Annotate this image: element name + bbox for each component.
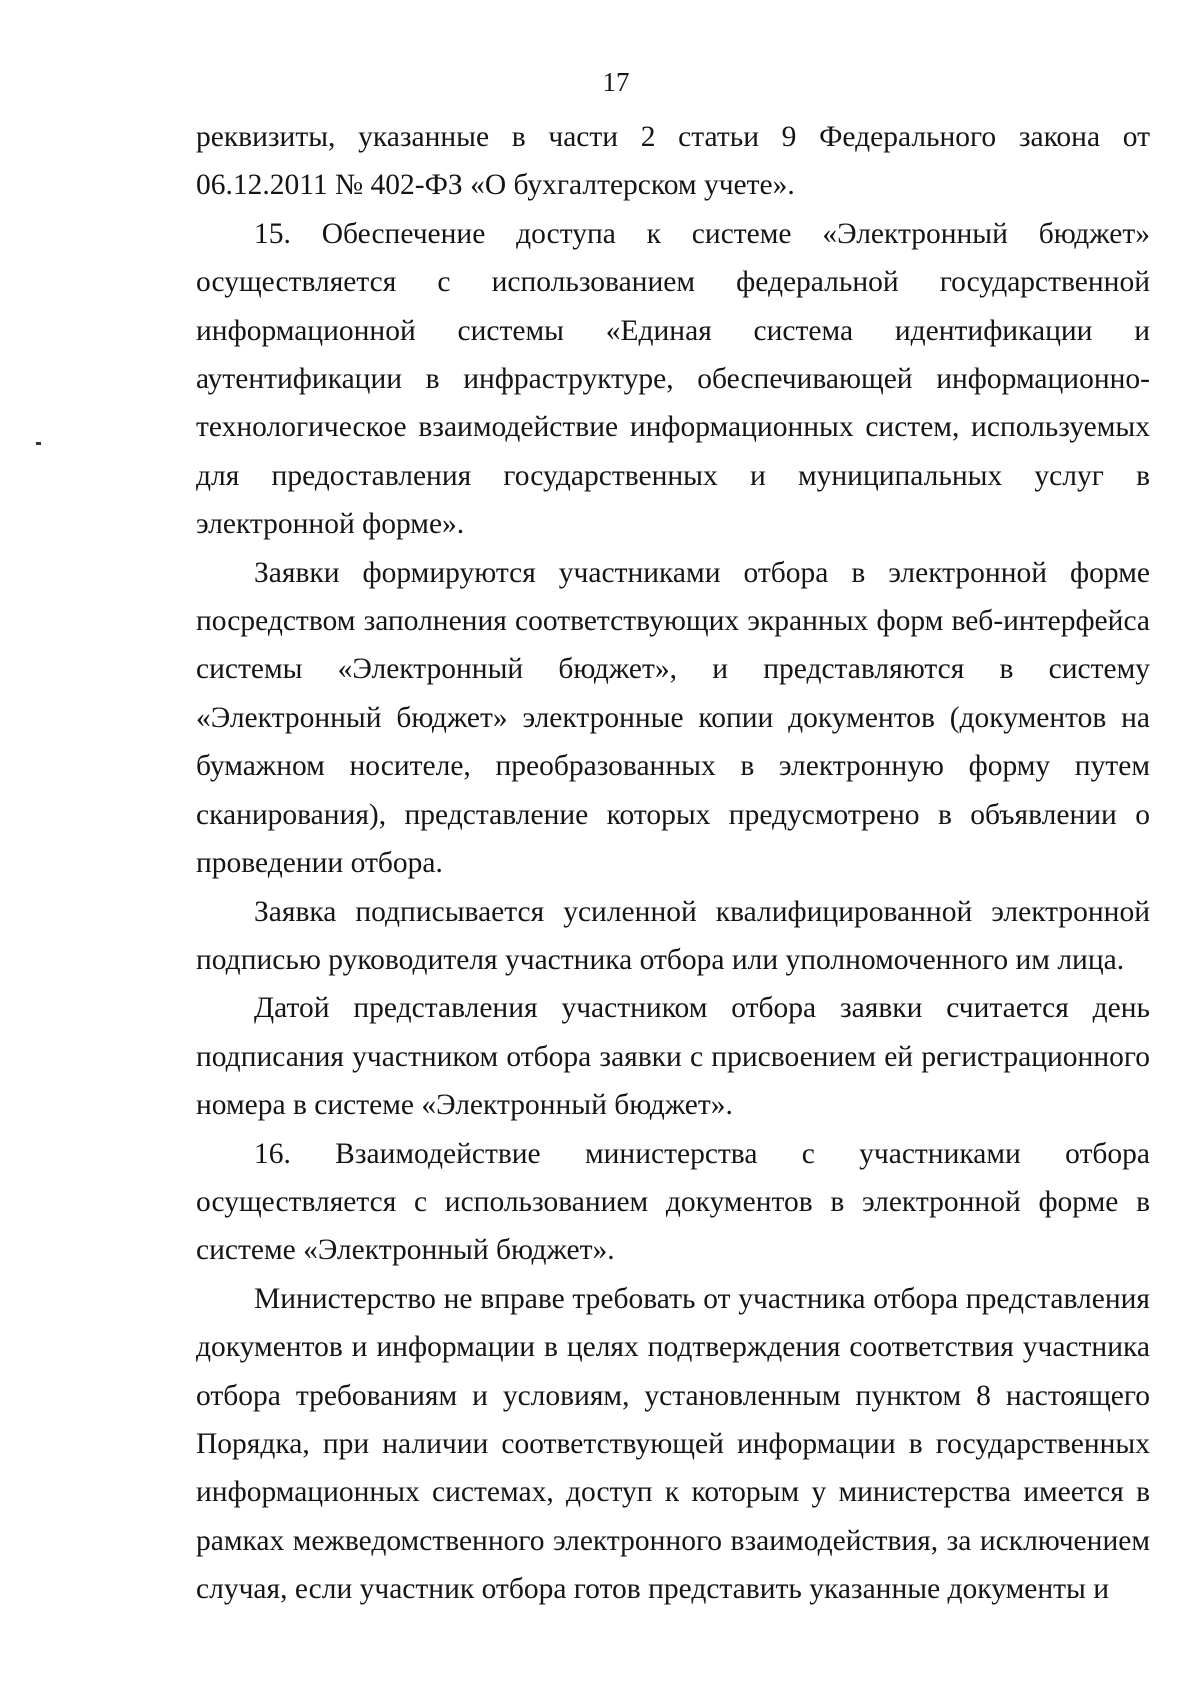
paragraph-15-system-access: 15. Обеспечение доступа к системе «Электронный бюджет» осуществляется с использованием федеральной государственной информационной системы «Единая система идентификации и аутентификации в инфраструктуре, обеспечивающей информационно-технологическое взаимодействие информационных систем, используемых для предоставления государственных и муниципальных услуг в электронной форме».: [196, 217, 1150, 541]
paragraph-requisites-continuation: реквизиты, указанные в части 2 статьи 9 Федерального закона от 06.12.2011 № 402-ФЗ «О бухгалтерском учете».: [196, 121, 1150, 202]
page-number: 17: [602, 67, 630, 97]
paragraph-ministry-restrictions: Министерство не вправе требовать от участника отбора представления документов и информации в целях подтверждения соответствия участника отбора требованиям и условиям, установленным пунктом 8 настоящего Порядка, при наличии соответствующей информации в государственных информационных системах, доступ к которым у министерства имеется в рамках межведомственного электронного взаимодействия, за исключением случая, если участник отбора готов представить указанные документы и: [196, 1282, 1150, 1606]
paragraph-submission-date: Датой представления участником отбора заявки считается день подписания участником отбора заявки с присвоением ей регистрационного номера в системе «Электронный бюджет».: [196, 992, 1150, 1122]
paragraph-applications-forming: Заявки формируются участниками отбора в электронной форме посредством заполнения соответствующих экранных форм веб-интерфейса системы «Электронный бюджет», и представляются в систему «Электронный бюджет» электронные копии документов (документов на бумажном носителе, преобразованных в электронную форму путем сканирования), представление которых предусмотрено в объявлении о проведении отбора.: [196, 556, 1150, 880]
scan-mark: [36, 442, 41, 445]
paragraph-application-signing: Заявка подписывается усиленной квалифицированной электронной подписью руководителя участника отбора или уполномоченного им лица.: [196, 895, 1150, 976]
paragraph-16-interaction: 16. Взаимодействие министерства с участниками отбора осуществляется с использованием документов в электронной форме в системе «Электронный бюджет».: [196, 1137, 1150, 1267]
document-body: [196, 113, 1150, 1614]
